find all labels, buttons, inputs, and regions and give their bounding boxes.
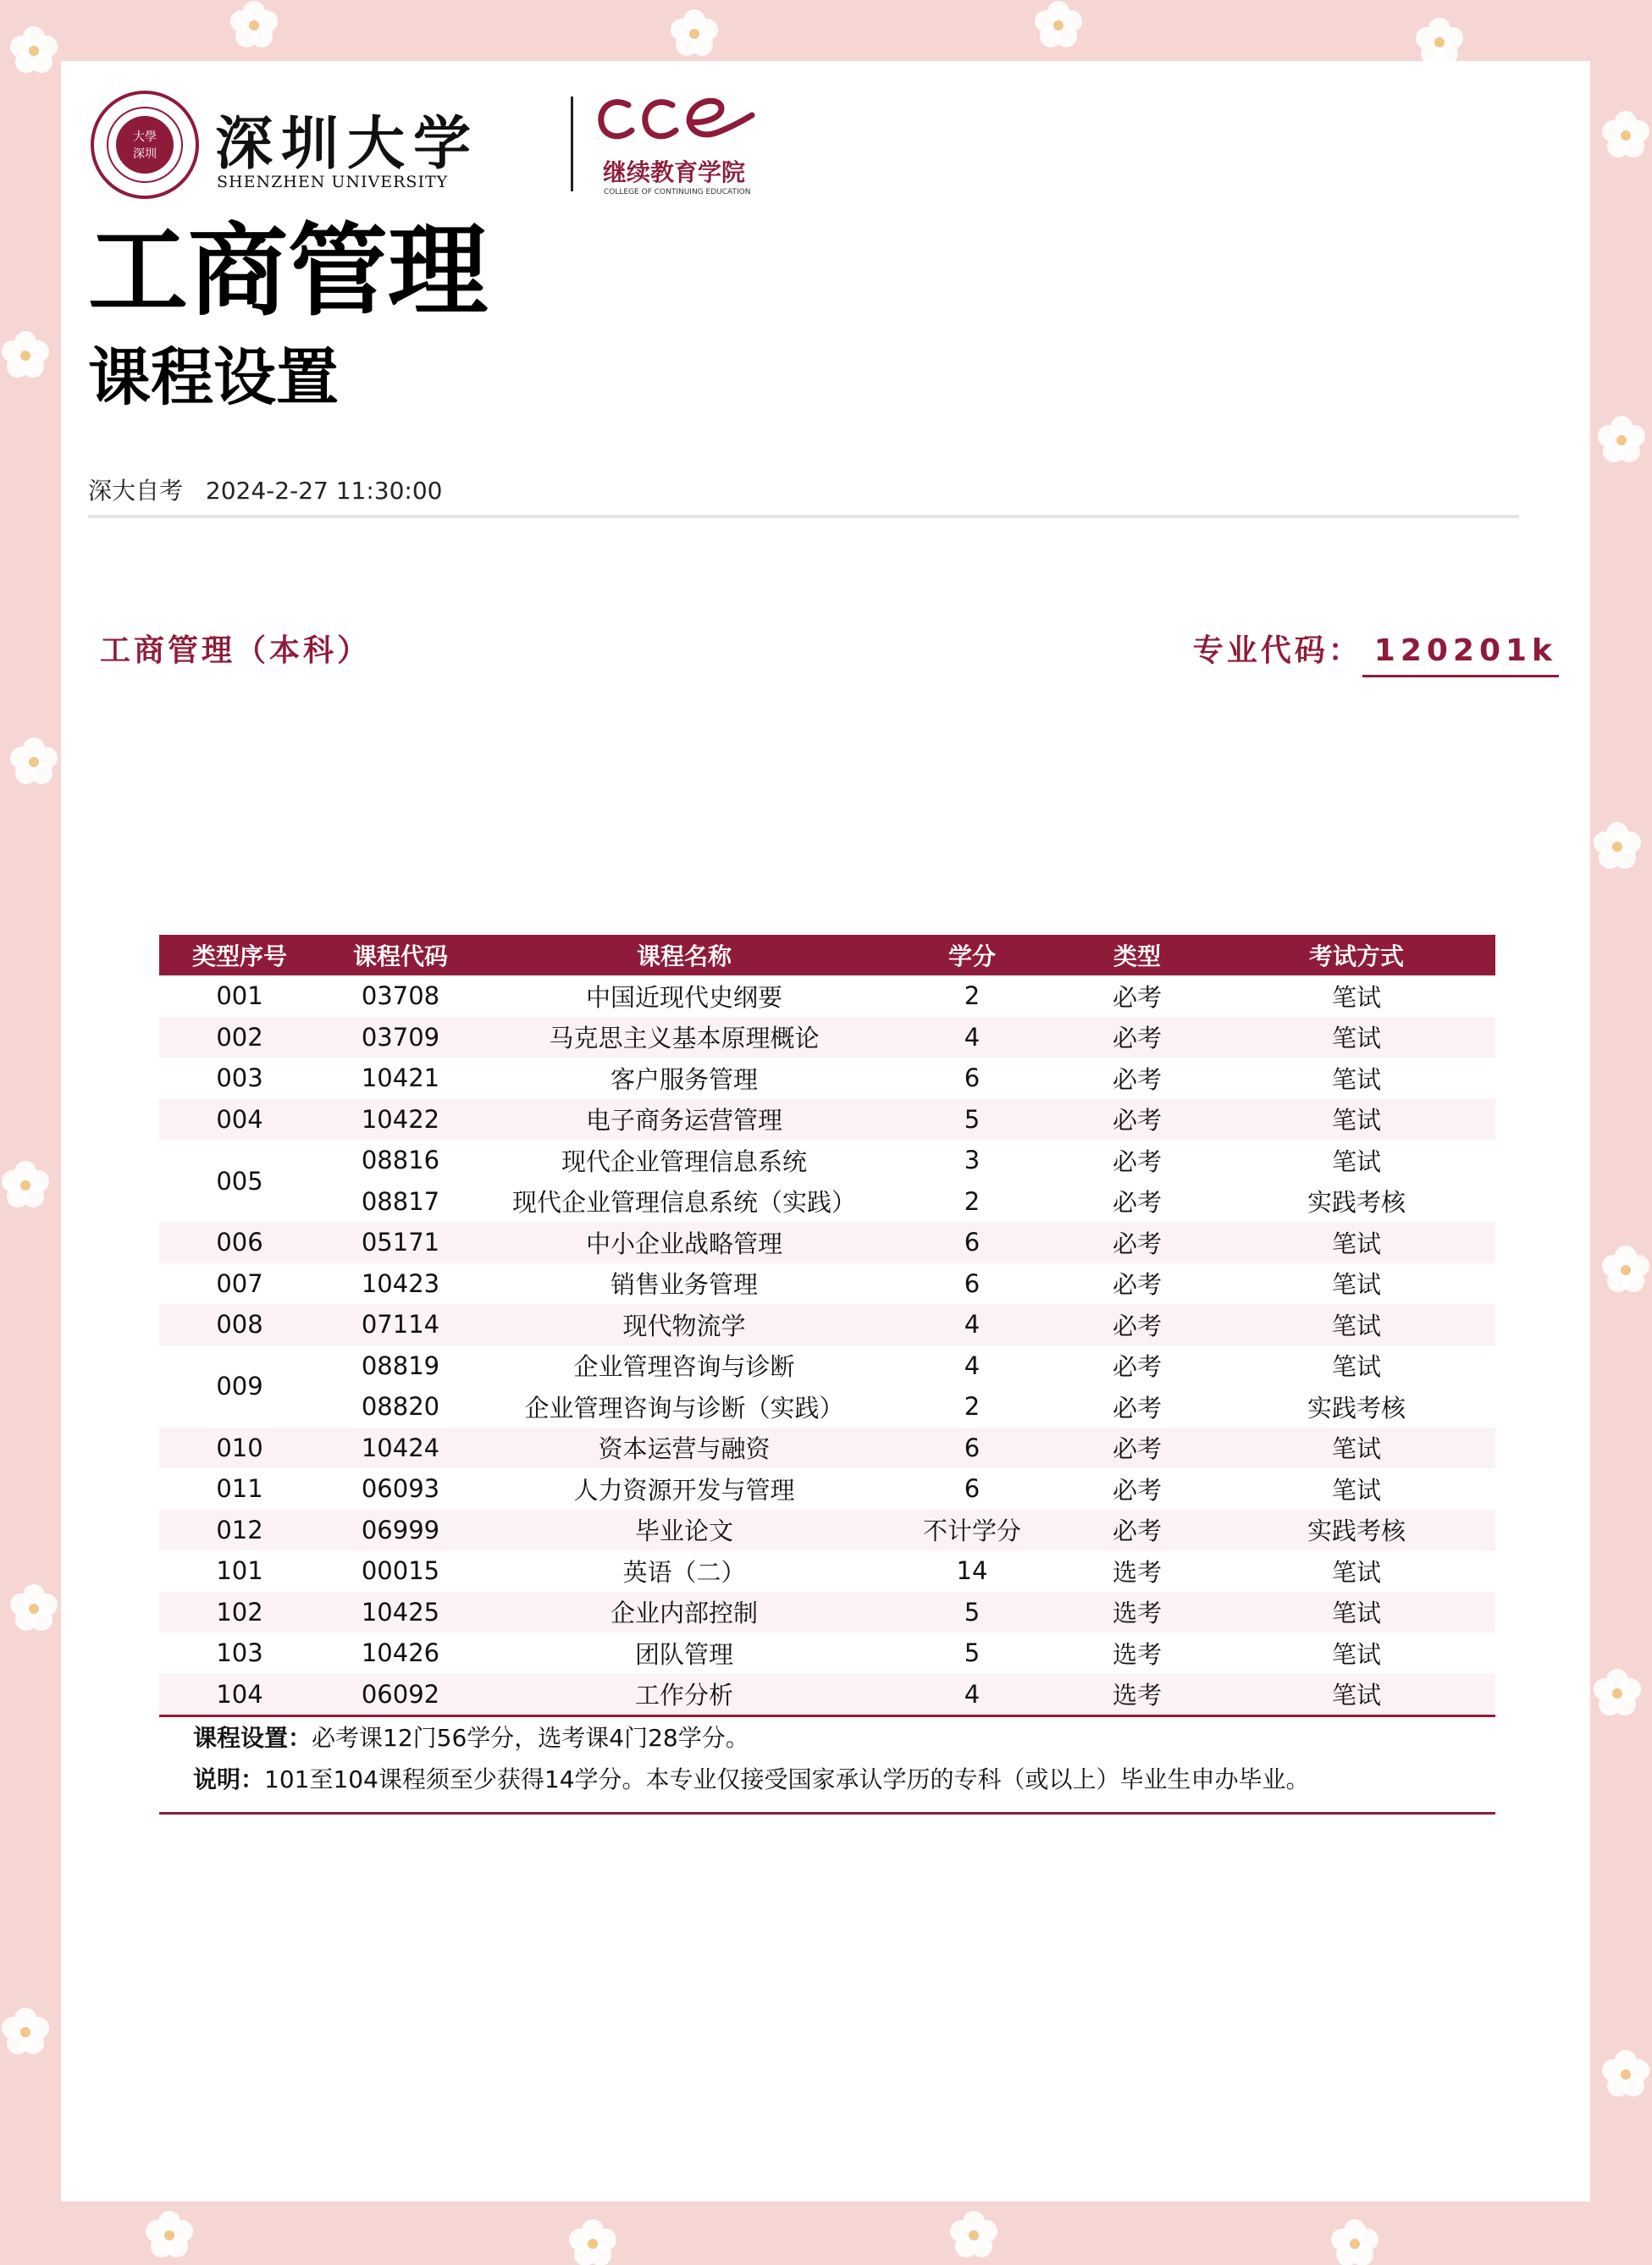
university-name-en: SHENZHEN UNIVERSITY (217, 173, 449, 191)
cell-exam-method: 笔试 (1331, 1064, 1381, 1094)
cell-type-no: 003 (216, 1063, 263, 1093)
cell-category: 选考 (1057, 1674, 1218, 1716)
cell-type-no: 004 (159, 1099, 320, 1141)
cell-credits: 3 (964, 1146, 981, 1175)
cell-course-name: 企业管理咨询与诊断（实践） (524, 1393, 844, 1423)
cell-credits: 6 (964, 1063, 981, 1093)
cell-course-code: 00015 (361, 1556, 440, 1586)
col-header-credits: 学分 (887, 935, 1057, 975)
cell-category: 必考 (1057, 1304, 1218, 1345)
cell-credits: 6 (887, 1428, 1057, 1469)
cell-course-code: 08817 (361, 1186, 440, 1216)
cell-type-no: 008 (159, 1304, 320, 1345)
table-row (159, 1468, 1495, 1510)
cell-course-name: 团队管理 (634, 1639, 733, 1669)
table-row (159, 1304, 1495, 1345)
cell-category: 必考 (1057, 1428, 1218, 1469)
cell-exam-method: 笔试 (1331, 1270, 1381, 1300)
cell-category: 必考 (1112, 1393, 1162, 1423)
cell-course-name: 马克思主义基本原理概论 (481, 1017, 887, 1058)
col-header-course-code: 课程代码 (320, 935, 481, 975)
university-name-cn: 深圳大学 (215, 110, 480, 178)
cell-category: 必考 (1112, 1146, 1162, 1176)
cell-credits: 4 (887, 1674, 1057, 1716)
cell-course-code: 03708 (361, 981, 440, 1011)
table-row (159, 1222, 1495, 1263)
cell-type-no: 007 (216, 1268, 263, 1298)
table-row (159, 1510, 1495, 1551)
cell-course-code: 08816 (361, 1146, 440, 1175)
college-name-en: COLLEGE OF CONTINUING EDUCATION (604, 188, 751, 196)
table-row (159, 1058, 1495, 1099)
cell-exam-method: 笔试 (1218, 1099, 1495, 1141)
cell-course-code: 10424 (320, 1428, 481, 1469)
cell-credits: 4 (887, 1017, 1057, 1058)
table-row (159, 1674, 1495, 1716)
cell-type-no: 006 (159, 1222, 320, 1263)
cell-category: 必考 (1112, 1064, 1162, 1094)
cell-course-name: 资本运营与融资 (481, 1428, 887, 1469)
cell-category: 必考 (1112, 1188, 1162, 1218)
note-label: 说明： (193, 1765, 265, 1793)
cell-category: 必考 (1057, 1099, 1218, 1141)
col-header-type-no: 类型序号 (159, 935, 320, 975)
cell-course-name: 客户服务管理 (610, 1064, 758, 1094)
cell-category: 必考 (1112, 1352, 1162, 1382)
cell-course-code: 06092 (320, 1674, 481, 1716)
table-row (159, 1592, 1495, 1633)
cell-course-code: 08820 (361, 1392, 440, 1422)
cell-course-code: 10422 (320, 1099, 481, 1141)
university-seal-icon (90, 90, 200, 200)
note-text: 101至104课程须至少获得14学分。本专业仅接受国家承认学历的专科（或以上）毕业生申办毕业。 (264, 1765, 1310, 1793)
cell-course-name: 毕业论文 (481, 1510, 887, 1551)
cell-course-code: 10426 (361, 1638, 440, 1668)
svg-text:深圳: 深圳 (133, 147, 157, 161)
cell-type-no: 005 (216, 1166, 263, 1196)
college-name-cn: 继续教育学院 (603, 158, 746, 186)
cell-exam-method: 笔试 (1331, 1557, 1381, 1587)
svg-text:大學: 大學 (133, 130, 157, 144)
cell-type-no: 010 (159, 1428, 320, 1469)
program-code-label: 专业代码： (1192, 633, 1362, 668)
table-row (159, 1345, 1495, 1387)
cell-exam-method: 笔试 (1331, 1475, 1381, 1505)
cell-course-name: 现代企业管理信息系统（实践） (511, 1188, 856, 1218)
cell-course-name: 销售业务管理 (610, 1270, 758, 1300)
cell-course-name: 英语（二） (622, 1557, 746, 1587)
program-code-block (1193, 627, 1559, 677)
cell-credits: 4 (964, 1351, 981, 1380)
cell-type-no: 103 (216, 1638, 263, 1668)
cell-course-code: 05171 (320, 1222, 481, 1263)
cell-credits: 2 (964, 1392, 981, 1422)
note-explanation (159, 1759, 1495, 1800)
cell-type-no: 002 (159, 1017, 320, 1058)
cell-course-name: 中国近现代史纲要 (585, 982, 782, 1012)
table-row (159, 1550, 1495, 1592)
table-header-row (159, 935, 1495, 975)
cell-credits: 5 (964, 1638, 981, 1668)
cell-course-code: 06093 (361, 1474, 440, 1504)
cell-course-code: 10423 (361, 1268, 440, 1298)
program-code: 120201k (1362, 633, 1559, 677)
meta-source: 深大自考 (88, 477, 184, 505)
cell-exam-method: 笔试 (1218, 1592, 1495, 1633)
cell-exam-method: 笔试 (1331, 982, 1381, 1012)
cell-course-name: 企业内部控制 (481, 1592, 887, 1633)
cell-course-name: 企业管理咨询与诊断 (573, 1352, 795, 1382)
cell-credits: 6 (964, 1474, 981, 1504)
table-row (159, 1017, 1495, 1058)
col-header-exam-method: 考试方式 (1218, 935, 1495, 975)
cell-exam-method: 笔试 (1331, 1639, 1381, 1669)
cell-type-no: 001 (216, 981, 263, 1011)
program-name: 工商管理（本科） (100, 633, 372, 668)
note-text: 必考课12门56学分，选考课4门28学分。 (312, 1724, 749, 1752)
cell-credits: 6 (887, 1222, 1057, 1263)
note-course-summary (159, 1717, 1495, 1759)
cell-category: 必考 (1057, 1017, 1218, 1058)
cell-type-no: 102 (159, 1592, 320, 1633)
cell-course-code: 10421 (361, 1063, 440, 1093)
cell-exam-method: 实践考核 (1307, 1188, 1406, 1218)
cell-exam-method: 笔试 (1218, 1222, 1495, 1263)
cell-exam-method: 笔试 (1331, 1146, 1381, 1176)
table-row (159, 1263, 1495, 1305)
meta-datetime: 2024-2-27 11:30:00 (205, 477, 443, 505)
cell-exam-method: 笔试 (1218, 1674, 1495, 1716)
table-row (159, 975, 1495, 1017)
cell-credits: 2 (964, 1186, 981, 1216)
cell-exam-method: 笔试 (1218, 1304, 1495, 1345)
cell-category: 选考 (1057, 1592, 1218, 1633)
table-row (159, 1386, 1495, 1428)
cell-exam-method: 笔试 (1218, 1017, 1495, 1058)
page-subtitle: 课程设置 (88, 341, 339, 414)
course-table (159, 935, 1495, 1717)
cell-type-no: 009 (216, 1372, 263, 1400)
cell-exam-method: 笔试 (1218, 1428, 1495, 1469)
table-row (159, 1099, 1495, 1141)
cell-credits: 2 (964, 981, 981, 1011)
col-header-course-name: 课程名称 (481, 935, 887, 975)
cell-course-name: 现代企业管理信息系统 (561, 1146, 807, 1176)
cell-course-code: 07114 (320, 1304, 481, 1345)
page-title: 工商管理 (88, 213, 489, 329)
cell-exam-method: 实践考核 (1307, 1393, 1406, 1423)
cell-exam-method: 笔试 (1331, 1352, 1381, 1382)
cell-course-name: 人力资源开发与管理 (573, 1475, 795, 1505)
cell-credits: 不计学分 (887, 1510, 1057, 1551)
header-divider (88, 515, 1519, 518)
cell-category: 必考 (1057, 1510, 1218, 1551)
cell-type-no: 104 (159, 1674, 320, 1716)
cell-category: 选考 (1112, 1557, 1162, 1587)
cell-course-code: 06999 (320, 1510, 481, 1551)
cell-type-no: 011 (216, 1474, 263, 1504)
table-row (159, 1632, 1495, 1674)
logo-divider (571, 97, 573, 191)
logo-header (90, 90, 751, 225)
cell-credits: 14 (956, 1556, 988, 1586)
cell-course-name: 电子商务运营管理 (481, 1099, 887, 1141)
cell-course-code: 10425 (320, 1592, 481, 1633)
cell-credits: 5 (887, 1592, 1057, 1633)
cell-category: 选考 (1112, 1639, 1162, 1669)
cell-course-name: 工作分析 (481, 1674, 887, 1716)
cce-logo-icon (594, 90, 755, 149)
cell-category: 必考 (1112, 1270, 1162, 1300)
cell-category: 必考 (1112, 982, 1162, 1012)
table-row (159, 1140, 1495, 1181)
cell-type-no: 012 (159, 1510, 320, 1551)
table-row (159, 1181, 1495, 1223)
notes-block (159, 1714, 1495, 1815)
table-row (159, 1428, 1495, 1469)
cell-credits: 5 (887, 1099, 1057, 1141)
cell-category: 必考 (1112, 1475, 1162, 1505)
cell-credits: 6 (964, 1268, 981, 1298)
col-header-category: 类型 (1057, 935, 1218, 975)
cell-exam-method: 实践考核 (1218, 1510, 1495, 1551)
cell-course-code: 08819 (361, 1351, 440, 1380)
cell-course-name: 现代物流学 (481, 1304, 887, 1345)
note-label: 课程设置： (193, 1724, 312, 1752)
cell-course-name: 中小企业战略管理 (481, 1222, 887, 1263)
cell-course-code: 03709 (320, 1017, 481, 1058)
cell-type-no: 101 (216, 1556, 263, 1586)
cell-category: 必考 (1057, 1222, 1218, 1263)
meta-line (88, 472, 442, 506)
cell-credits: 4 (887, 1304, 1057, 1345)
